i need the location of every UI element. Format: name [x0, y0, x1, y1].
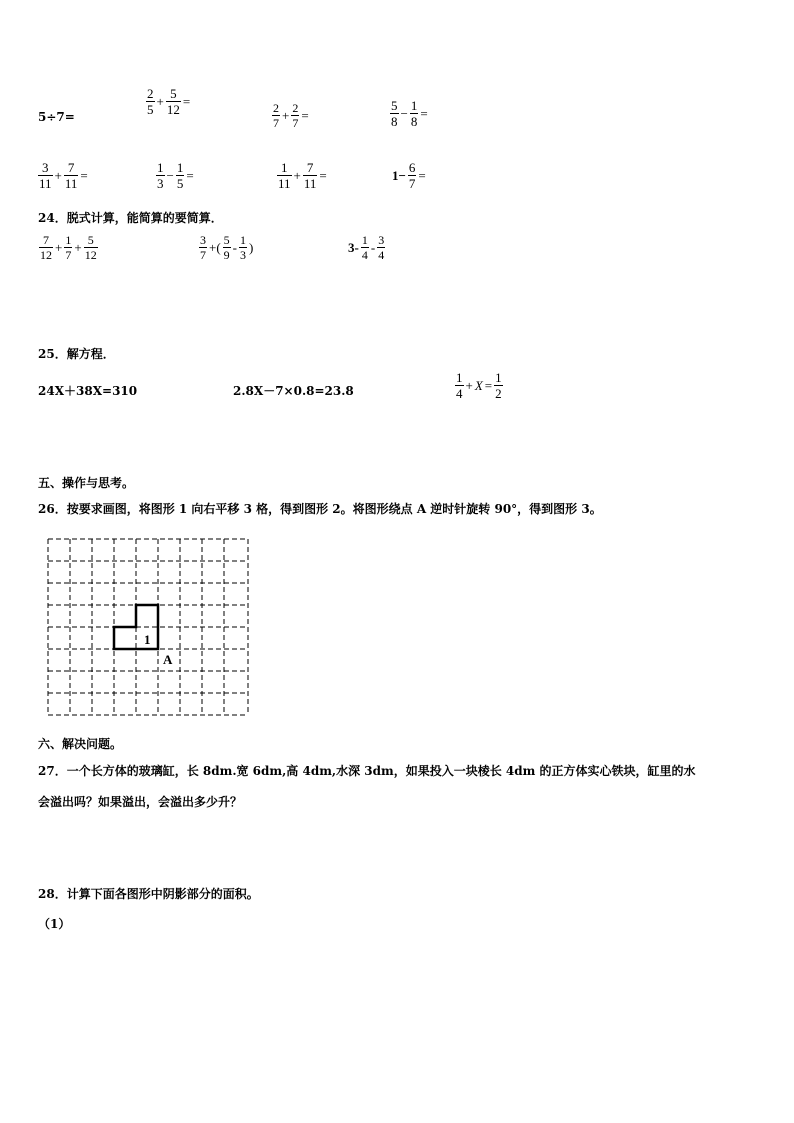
fraction: $\frac{3}{11}$ [39, 160, 52, 191]
section-5-heading: 五、操作与思考。 [38, 476, 135, 490]
operator: − [400, 105, 408, 121]
operator: + [54, 167, 62, 183]
section-6-heading: 六、解决问题。 [38, 737, 123, 751]
expr-5-div-7: 5÷7= [38, 110, 75, 124]
figure-1-shape [114, 605, 158, 649]
fraction: $\frac{1}{5}$ [176, 160, 184, 191]
expr-row2-2 [155, 160, 195, 191]
equation-3 [454, 370, 504, 401]
equals: = [182, 93, 191, 109]
fraction: $\frac{1}{2}$ [495, 370, 502, 401]
fraction: $\frac{7}{11}$ [303, 160, 317, 191]
operator: + [156, 93, 164, 109]
q24-expr-1 [38, 233, 99, 262]
expr-row2-1 [37, 160, 89, 191]
fraction: $\frac{3}{4}$ [378, 233, 385, 262]
fraction: $\frac{1}{3}$ [240, 233, 247, 262]
operator: + [55, 239, 63, 255]
fraction: $\frac{7}{11}$ [64, 160, 78, 191]
figure-1-label: 1 [144, 632, 151, 647]
expr-row1-3 [271, 101, 310, 130]
question-26-title: 26．按要求画图，将图形 1 向右平移 3 格，得到图形 2。将图形绕点 A 逆时针旋转 90°，得到图形 3。 [38, 502, 602, 516]
variable-x: X [474, 377, 483, 393]
dashed-grid [48, 539, 248, 715]
operator: 3- [348, 239, 359, 255]
equals: = [319, 167, 327, 183]
fraction: $\frac{5}{12}$ [84, 233, 97, 262]
operator: − [166, 167, 174, 183]
question-25-title: 25．解方程． [38, 347, 115, 361]
q24-expr-2 [198, 233, 254, 262]
expr-row1-4 [389, 98, 429, 129]
equals: = [420, 105, 428, 121]
operator: + [465, 377, 473, 393]
q24-expr-3 [347, 233, 386, 262]
equals: = [484, 377, 493, 393]
grid-figure [44, 535, 254, 721]
operator: + [74, 239, 82, 255]
expr-row1-2 [145, 86, 191, 117]
fraction: $\frac{1}{3}$ [157, 160, 164, 191]
operator: +( [209, 239, 221, 255]
operator: + [282, 107, 290, 123]
question-28-sub-1: （1） [38, 917, 71, 931]
equals: = [301, 107, 309, 123]
fraction: $\frac{5}{12}$ [166, 86, 180, 117]
point-a-label: A [163, 652, 173, 667]
equation-1: 24X＋38X=310 [38, 384, 138, 398]
fraction: $\frac{5}{9}$ [223, 233, 230, 262]
fraction: $\frac{3}{7}$ [200, 233, 206, 262]
question-27-line-1: 27．一个长方体的玻璃缸，长 8dm.宽 6dm,高 4dm,水深 3dm，如果投入一块棱长 4dm 的正方体实心铁块，缸里的水 [38, 764, 696, 778]
fraction: $\frac{2}{7}$ [273, 101, 279, 130]
question-27-line-2: 会溢出吗？如果溢出，会溢出多少升？ [38, 795, 243, 809]
question-28-title: 28．计算下面各图形中阴影部分的面积。 [38, 887, 259, 901]
fraction: $\frac{1}{11}$ [278, 160, 291, 191]
operator: - [232, 239, 238, 255]
operator: - [370, 239, 376, 255]
equals: = [418, 167, 426, 183]
fraction: $\frac{2}{7}$ [292, 101, 299, 130]
operator: ) [249, 239, 254, 255]
expr-row2-4 [391, 160, 427, 191]
question-24-title: 24．脱式计算，能简算的要简算． [38, 211, 223, 225]
fraction: $\frac{5}{8}$ [391, 98, 398, 129]
fraction: $\frac{1}{4}$ [456, 370, 463, 401]
equals: = [80, 167, 88, 183]
expr-row2-3 [276, 160, 328, 191]
fraction: $\frac{2}{5}$ [147, 86, 154, 117]
equation-2: 2.8X－7×0.8=23.8 [233, 384, 354, 398]
equals: = [186, 167, 194, 183]
operator: 1− [392, 167, 406, 183]
fraction: $\frac{7}{12}$ [40, 233, 52, 262]
operator: + [293, 167, 301, 183]
fraction: $\frac{1}{4}$ [361, 233, 368, 262]
fraction: $\frac{1}{7}$ [65, 233, 72, 262]
fraction: $\frac{1}{8}$ [410, 98, 418, 129]
fraction: $\frac{6}{7}$ [408, 160, 416, 191]
